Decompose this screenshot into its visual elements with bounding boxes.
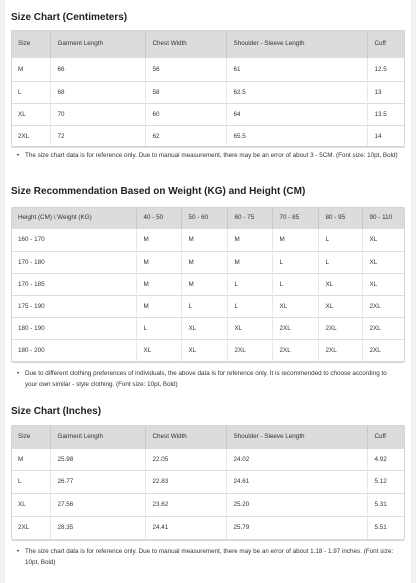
table-cell: M	[136, 251, 181, 273]
column-header: Height (CM) \ Weight (KG)	[11, 207, 136, 228]
column-header: Shoulder - Sleeve Length	[226, 30, 367, 57]
recommendation-table	[11, 207, 405, 362]
table-cell: M	[11, 57, 50, 81]
table-cell: M	[181, 251, 227, 273]
table-cell: M	[11, 448, 50, 470]
inch-size-table	[11, 425, 405, 540]
table-cell: 5.12	[367, 470, 405, 493]
table-cell: XL	[362, 273, 405, 295]
column-header: Cuff	[374, 39, 386, 47]
table-cell: 25.79	[226, 516, 367, 539]
table-cell: 2XL	[362, 317, 405, 339]
table-cell: M	[227, 228, 272, 251]
table-cell: XL	[136, 339, 181, 361]
column-header: 60 - 75	[227, 207, 272, 228]
table-cell: 64	[226, 103, 367, 125]
table-cell: 2XL	[272, 317, 318, 339]
inch-chart-note	[17, 546, 399, 568]
table-cell: 2XL	[272, 339, 318, 361]
cm-chart-title: Size Chart (Centimeters)	[11, 12, 128, 23]
table-cell: M	[181, 273, 227, 295]
table-cell: 2XL	[11, 125, 50, 147]
table-cell: 56	[145, 57, 226, 81]
table-cell: 4.92	[367, 448, 405, 470]
table-cell: L	[318, 251, 362, 273]
table-cell: 58	[145, 81, 226, 103]
table-row	[11, 470, 405, 493]
table-cell: XL	[181, 339, 227, 361]
table-cell: 13.5	[367, 103, 405, 125]
column-header: Size	[11, 30, 50, 57]
bullet-icon: •	[17, 548, 20, 555]
table-row	[11, 448, 405, 470]
table-cell: 170 - 180	[11, 251, 136, 273]
table-cell: L	[136, 317, 181, 339]
column-header: 40 - 50	[136, 207, 181, 228]
table-cell: 24.61	[226, 470, 367, 493]
table-cell: M	[181, 228, 227, 251]
cm-size-table	[11, 30, 405, 148]
table-row	[11, 273, 405, 295]
table-cell: 2XL	[318, 317, 362, 339]
column-header: 90 - 110	[369, 213, 393, 221]
column-header: 80 - 95	[318, 207, 362, 228]
table-cell: 70	[50, 103, 145, 125]
table-cell: XL	[227, 317, 272, 339]
table-cell: L	[11, 470, 50, 493]
table-cell: 5.31	[367, 493, 405, 516]
table-cell: L	[272, 273, 318, 295]
table-row	[11, 317, 405, 339]
recommendation-note-text: Due to different clothing preferences of individuals, the above data is for reference only. It is recommended to choose according to your own similar - style clothing. (Font size: 10pt, Bold)	[25, 370, 387, 388]
table-cell: 2XL	[11, 516, 50, 539]
table-cell: XL	[181, 317, 227, 339]
table-cell: L	[227, 295, 272, 317]
table-cell: L	[11, 81, 50, 103]
table-cell: 23.62	[145, 493, 226, 516]
table-cell: XL	[318, 273, 362, 295]
table-cell: 68	[50, 81, 145, 103]
table-row	[11, 493, 405, 516]
table-cell: 24.02	[226, 448, 367, 470]
table-header-row	[11, 30, 405, 57]
table-cell: 2XL	[362, 295, 405, 317]
table-cell: XL	[362, 228, 405, 251]
table-cell: 12.5	[367, 57, 405, 81]
table-cell: 180 - 200	[11, 339, 136, 361]
column-header: Size	[11, 425, 50, 448]
table-row	[11, 251, 405, 273]
table-cell: 60	[145, 103, 226, 125]
table-cell: 66	[50, 57, 145, 81]
table-row	[11, 339, 405, 361]
table-cell: 22.05	[145, 448, 226, 470]
table-cell: 72	[50, 125, 145, 147]
column-header: Shoulder - Sleeve Length	[226, 425, 367, 448]
table-cell: 62	[145, 125, 226, 147]
table-cell: 175 - 190	[11, 295, 136, 317]
table-header-row	[11, 425, 405, 448]
table-cell: M	[272, 228, 318, 251]
table-cell: 14	[367, 125, 405, 147]
table-cell: XL	[11, 103, 50, 125]
table-cell: XL	[272, 295, 318, 317]
table-cell: 170 - 185	[11, 273, 136, 295]
column-header: Garment Length	[50, 425, 145, 448]
table-cell: L	[318, 228, 362, 251]
column-header: Garment Length	[50, 30, 145, 57]
table-row	[11, 295, 405, 317]
table-cell: M	[136, 295, 181, 317]
bullet-icon: •	[17, 370, 20, 377]
table-cell: 26.77	[50, 470, 145, 493]
table-cell: L	[181, 295, 227, 317]
bullet-icon: •	[17, 152, 20, 159]
table-cell: 2XL	[227, 339, 272, 361]
column-header: Chest Width	[145, 30, 226, 57]
table-cell: 13	[367, 81, 405, 103]
table-cell: 2XL	[318, 339, 362, 361]
table-row	[11, 125, 405, 147]
table-cell: XL	[318, 295, 362, 317]
table-cell: L	[227, 273, 272, 295]
table-cell: 61	[226, 57, 367, 81]
table-cell: 22.83	[145, 470, 226, 493]
table-cell: 65.5	[226, 125, 367, 147]
recommendation-note	[17, 368, 399, 390]
column-header: Chest Width	[145, 425, 226, 448]
cm-chart-note-text: The size chart data is for reference only. Due to manual measurement, there may be an error of about 3 - 5CM. (Font size: 10pt, Bold)	[25, 152, 398, 159]
column-header: Cuff	[374, 432, 386, 440]
table-row	[11, 516, 405, 539]
table-cell: 180 - 190	[11, 317, 136, 339]
table-cell: 5.51	[367, 516, 405, 539]
recommendation-title: Size Recommendation Based on Weight (KG) and Height (CM)	[11, 186, 306, 197]
table-cell: 25.98	[50, 448, 145, 470]
table-row	[11, 81, 405, 103]
table-cell: 27.56	[50, 493, 145, 516]
column-header: 70 - 85	[272, 207, 318, 228]
table-cell: 160 - 170	[11, 228, 136, 251]
inch-chart-title: Size Chart (Inches)	[11, 406, 102, 417]
table-cell: XL	[362, 251, 405, 273]
table-cell: 2XL	[362, 339, 405, 361]
table-row	[11, 103, 405, 125]
cm-chart-note	[17, 150, 399, 161]
inch-chart-note-text: The size chart data is for reference only. Due to manual measurement, there may be an error of about 1.18 - 1.97 inches. (Font size: 10pt, Bold)	[25, 548, 394, 566]
table-cell: 25.20	[226, 493, 367, 516]
table-row	[11, 228, 405, 251]
table-cell: M	[136, 273, 181, 295]
table-cell: 28.35	[50, 516, 145, 539]
table-row	[11, 57, 405, 81]
table-cell: M	[136, 228, 181, 251]
table-cell: L	[272, 251, 318, 273]
table-cell: 62.5	[226, 81, 367, 103]
table-cell: XL	[11, 493, 50, 516]
table-cell: 24.41	[145, 516, 226, 539]
table-cell: M	[227, 251, 272, 273]
column-header: 50 - 60	[181, 207, 227, 228]
size-guide-page	[5, 0, 411, 583]
table-header-row	[11, 207, 405, 228]
